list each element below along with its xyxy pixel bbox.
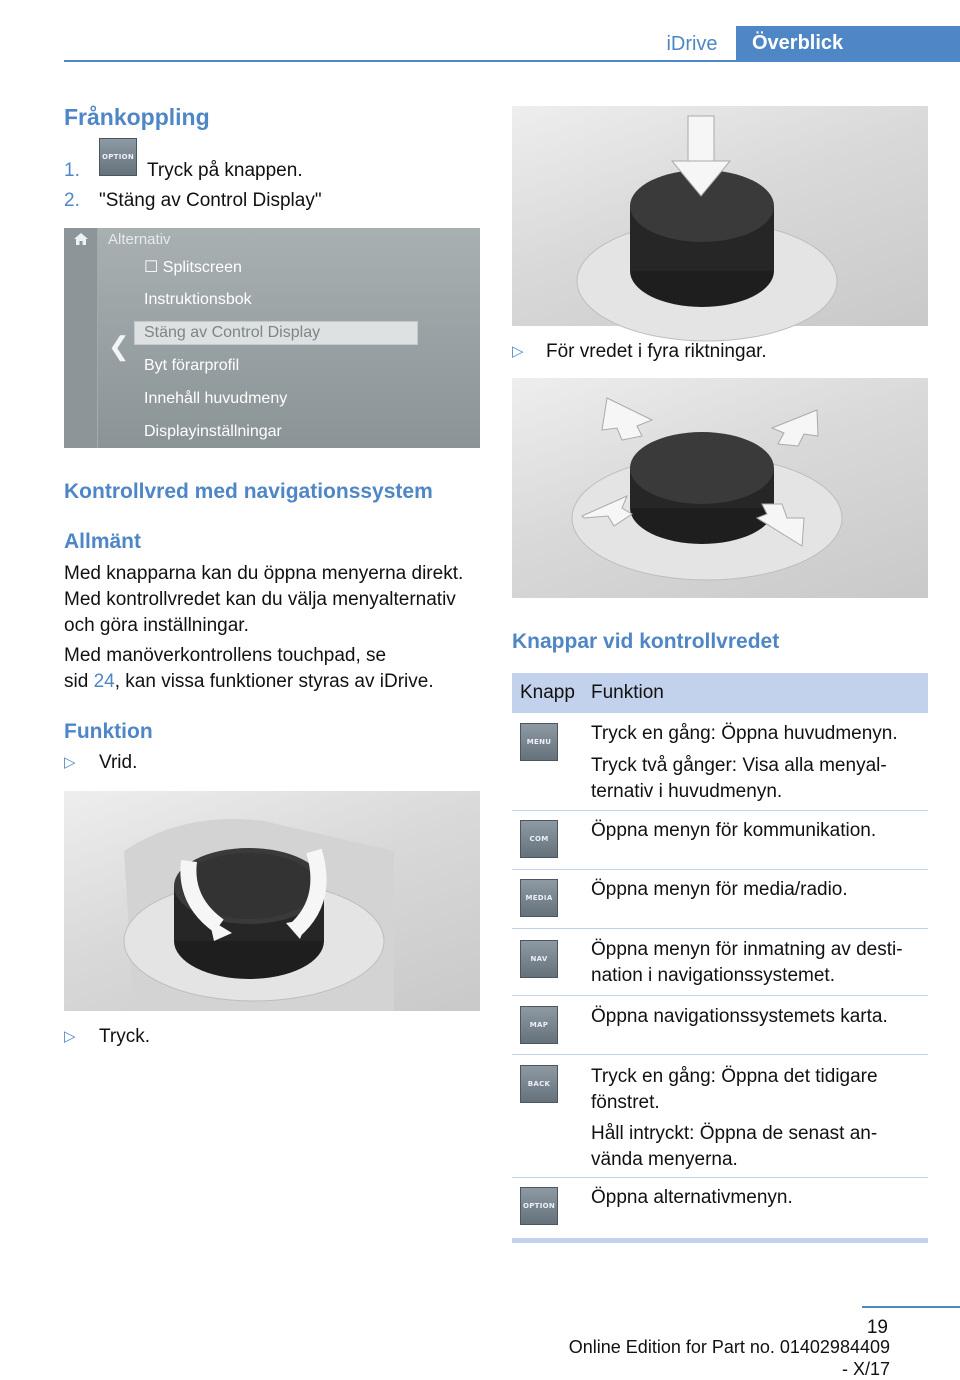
table-bottom-rule [512,1238,928,1243]
heading-funktion: Funktion [64,720,153,743]
controller-press-drawing [512,106,928,326]
table-row-divider [512,1054,928,1055]
media-button-icon: MEDIA [520,879,558,917]
display-sidebar [64,228,98,448]
table-header-funktion: Funktion [591,682,664,703]
heading-kontrollvred: Kontrollvred med navigationssystem [64,480,433,503]
row-back-line-4: vända menyerna. [591,1149,738,1170]
touchpad-line-1: Med manöverkontrollens touchpad, se [64,645,387,666]
allmant-line-3: och göra inställningar. [64,615,249,636]
controller-rotate-image [64,791,480,1011]
row-back-line-1: Tryck en gång: Öppna det tidigare [591,1066,878,1087]
row-menu-line-1: Tryck en gång: Öppna huvudmenyn. [591,723,898,744]
row-menu-line-2: Tryck två gånger: Visa alla menyal- [591,755,887,776]
option-button-icon: OPTION [520,1187,558,1225]
bullet-triangle-icon: ▷ [64,1028,76,1045]
step-2-text: "Stäng av Control Display" [99,190,322,211]
row-media-line-1: Öppna menyn för media/radio. [591,879,848,900]
display-item-displayinstallningar: Displayinställningar [144,423,282,440]
display-item-instruktionsbok: Instruktionsbok [144,291,252,308]
controller-rotate-drawing [64,791,480,1011]
back-button-icon: BACK [520,1065,558,1103]
heading-knappar: Knappar vid kontrollvredet [512,630,780,653]
menu-button-icon: MENU [520,723,558,761]
table-row-divider [512,869,928,870]
heading-allmant: Allmänt [64,530,142,553]
controller-tilt-image [512,378,928,598]
allmant-line-2: Med kontrollvredet kan du välja menyalternativ [64,589,456,610]
row-back-line-3: Håll intryckt: Öppna de senast an- [591,1123,878,1144]
table-header-knapp: Knapp [520,682,575,703]
table-row-divider [512,1177,928,1178]
option-button-icon: OPTION [99,138,137,176]
row-option-line-1: Öppna alternativmenyn. [591,1187,793,1208]
footer-rule [862,1306,960,1308]
row-map-line-1: Öppna navigationssystemets karta. [591,1006,888,1027]
display-item-stang-av: Stäng av Control Display [144,324,321,341]
page-number: 19 [866,1317,888,1338]
display-item-byt-forarprofil: Byt förarprofil [144,357,240,374]
table-row-divider [512,995,928,996]
display-item-splitscreen: ☐ Splitscreen [144,259,242,276]
step-1-text: Tryck på knappen. [147,160,303,181]
allmant-line-1: Med knapparna kan du öppna menyerna direkt. [64,563,464,584]
row-nav-line-2: nation i navigationssystemet. [591,965,835,986]
nav-button-icon: NAV [520,940,558,978]
page-link[interactable]: 24 [93,671,115,692]
control-display-screenshot [64,228,480,448]
edition-note: Online Edition for Part no. 01402984409 - X/17 [568,1337,890,1379]
row-com-line-1: Öppna menyn för kommunikation. [591,820,877,841]
display-header: Alternativ [108,231,171,248]
touchpad-prefix: sid [64,671,94,692]
home-icon [74,233,88,245]
table-row-divider [512,810,928,811]
header-section: iDrive [666,33,718,55]
map-button-icon: MAP [520,1006,558,1044]
touchpad-line-2 [64,669,434,695]
bullet-triangle-icon: ▷ [64,754,76,771]
display-item-innehall: Innehåll huvudmeny [144,390,288,407]
header-rule [64,60,960,62]
controller-press-image [512,106,928,326]
bullet-tryck: Tryck. [99,1026,151,1047]
bullet-triangle-icon: ▷ [512,343,524,360]
heading-frankoppling: Frånkoppling [64,104,210,130]
bullet-vrid: Vrid. [99,752,138,773]
controller-tilt-drawing [512,378,928,598]
com-button-icon: COM [520,820,558,858]
row-back-line-2: fönstret. [591,1092,660,1113]
bullet-four-directions: För vredet i fyra riktningar. [546,341,767,362]
touchpad-suffix: , kan vissa funktioner styras av iDrive. [114,671,434,692]
chevron-left-icon: ❮ [108,331,130,361]
step-1-number: 1. [64,160,80,181]
row-menu-line-3: ternativ i huvudmenyn. [591,781,783,802]
row-nav-line-1: Öppna menyn för inmatning av desti- [591,939,903,960]
header-tab: Överblick [736,26,960,62]
table-row-divider [512,928,928,929]
step-2-number: 2. [64,190,80,211]
